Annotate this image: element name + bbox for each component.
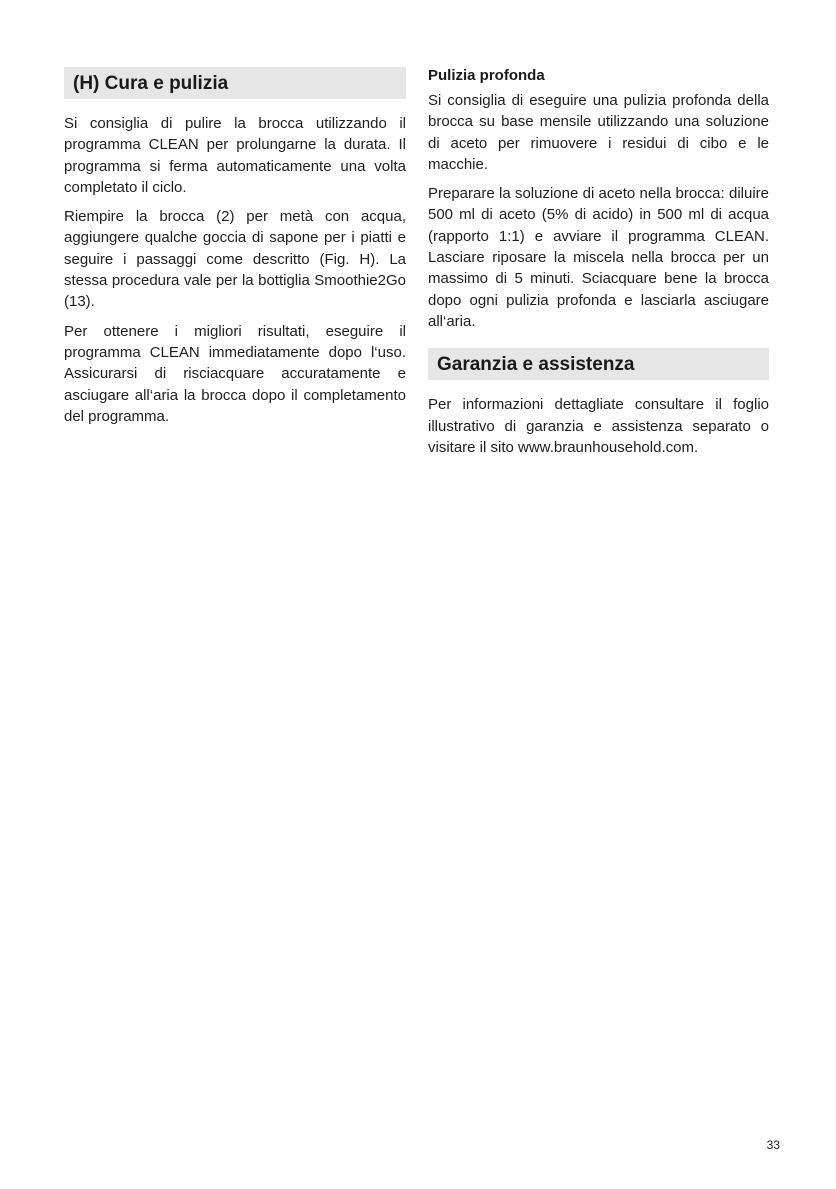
care-paragraph-1: Si consiglia di pulire la brocca utilizzando il programma CLEAN per prolungarne la durata. Il programma si ferma automaticamente una volta completato il ciclo. — [64, 115, 406, 196]
deep-cleaning-paragraph-2: Preparare la soluzione di aceto nella brocca: diluire 500 ml di aceto (5% di acido) in 500 ml di acqua (rapporto 1:1) e avviare il programma CLEAN. Lasciare riposare la miscela nella brocca per un massimo di 5 minuti. Sciacquare bene la brocca dopo ogni pulizia profonda e lasciarla asciugare all‘aria. — [428, 185, 769, 330]
left-column — [64, 0, 406, 435]
warranty-heading: Garanzia e assistenza — [428, 348, 769, 380]
deep-cleaning-paragraph-1: Si consiglia di eseguire una pulizia profonda della brocca su base mensile utilizzando una soluzione di aceto per rimuovere i residui di cibo e le macchie. — [428, 92, 769, 173]
warranty-paragraph: Per informazioni dettagliate consultare il foglio illustrativo di garanzia e assistenza separato o visitare il sito www.braunhousehold.com. — [428, 396, 769, 456]
right-column — [428, 0, 769, 466]
page-number: 33 — [766, 1138, 780, 1152]
care-paragraph-2: Riempire la brocca (2) per metà con acqua, aggiungere qualche goccia di sapone per i piatti e seguire i passaggi come descritto (Fig. H). La stessa procedura vale per la bottiglia Smoothie2Go (13). — [64, 208, 406, 311]
care-paragraph-3: Per ottenere i migliori risultati, eseguire il programma CLEAN immediatamente dopo l‘uso. Assicurarsi di risciacquare accuratamente e asciugare all‘aria la brocca dopo il completamento del programma. — [64, 322, 406, 425]
deep-cleaning-subheading: Pulizia profonda — [428, 67, 545, 84]
care-cleaning-heading: (H) Cura e pulizia — [64, 67, 406, 99]
